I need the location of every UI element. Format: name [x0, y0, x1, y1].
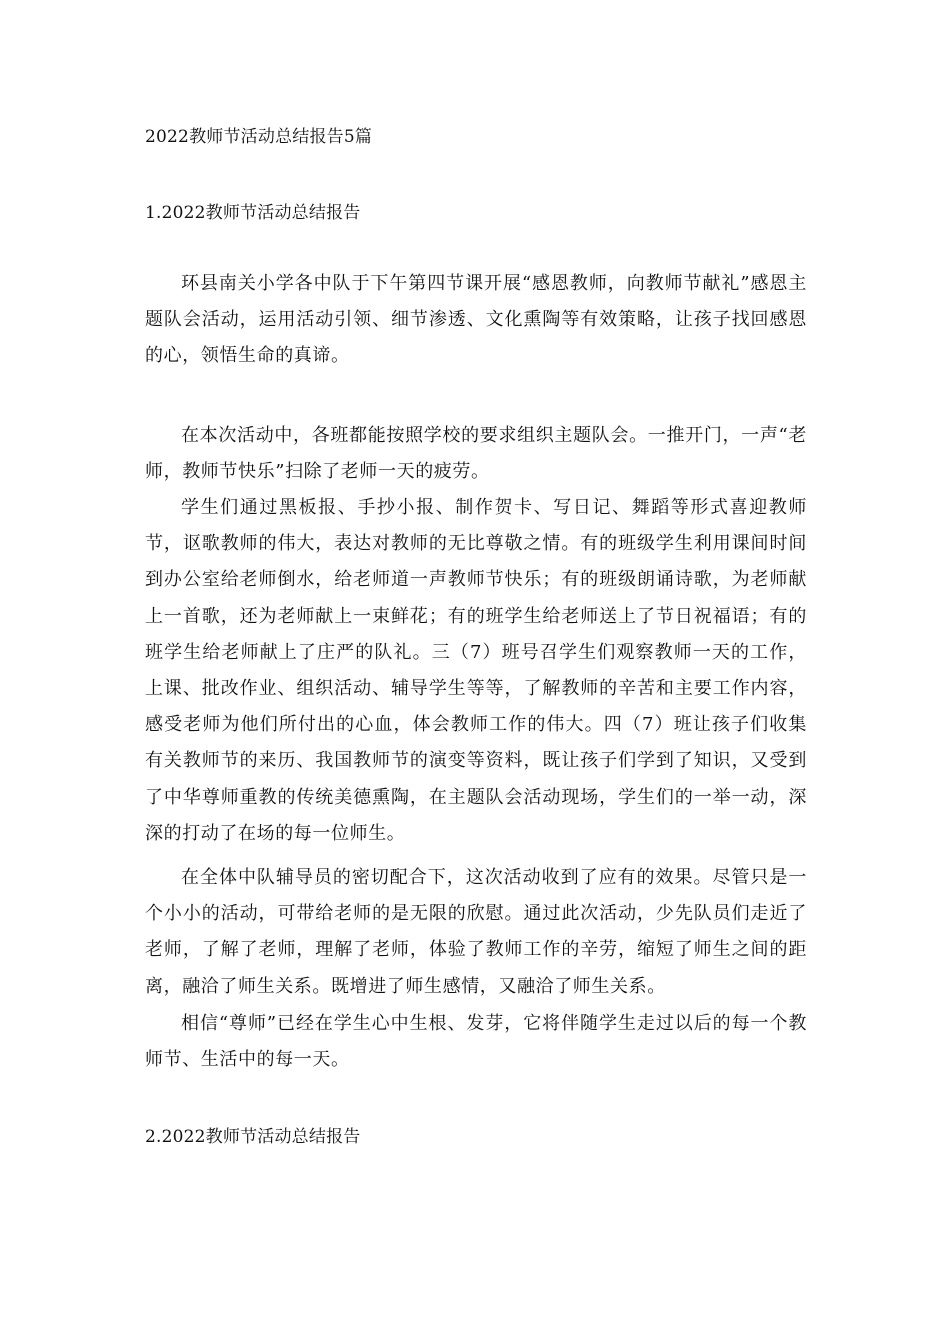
paragraph-2: 在本次活动中，各班都能按照学校的要求组织主题队会。一推开门，一声“老师，教师节快乐”扫除了老师一天的疲劳。 — [145, 425, 807, 483]
document-title: 2022教师节活动总结报告5篇 — [145, 127, 373, 147]
section-heading-2: 2.2022教师节活动总结报告 — [145, 1127, 361, 1147]
paragraph-3: 学生们通过黑板报、手抄小报、制作贺卡、写日记、舞蹈等形式喜迎教师节，讴歌教师的伟大，表达对教师的无比尊敬之情。有的班级学生利用课间时间到办公室给老师倒水，给老师道一声教师节快乐；有的班级朗诵诗歌，为老师献上一首歌，还为老师献上一束鲜花；有的班学生给老师送上了节日祝福语；有的班学生给老师献上了庄严的队礼。三（7）班号召学生们观察教师一天的工作，上课、批改作业、组织活动、辅导学生等等，了解教师的辛苦和主要工作内容，感受老师为他们所付出的心血，体会教师工作的伟大。四（7）班让孩子们收集有关教师节的来历、我国教师节的演变等资料，既让孩子们学到了知识，又受到了中华尊师重教的传统美德熏陶，在主题队会活动现场，学生们的一举一动，深深的打动了在场的每一位师生。 — [145, 497, 807, 844]
paragraph-4: 在全体中队辅导员的密切配合下，这次活动收到了应有的效果。尽管只是一个小小的活动，可带给老师的是无限的欣慰。通过此次活动，少先队员们走近了老师，了解了老师，理解了老师，体验了教师工作的辛劳，缩短了师生之间的距离，融洽了师生关系。既增进了师生感情，又融洽了师生关系。 — [145, 867, 807, 997]
paragraph-1: 环县南关小学各中队于下午第四节课开展“感恩教师，向教师节献礼”感恩主题队会活动，运用活动引领、细节渗透、文化熏陶等有效策略，让孩子找回感恩的心，领悟生命的真谛。 — [145, 273, 807, 367]
section-heading-1: 1.2022教师节活动总结报告 — [145, 203, 361, 223]
paragraph-5: 相信“尊师”已经在学生心中生根、发芽，它将伴随学生走过以后的每一个教师节、生活中的每一天。 — [145, 1013, 807, 1071]
